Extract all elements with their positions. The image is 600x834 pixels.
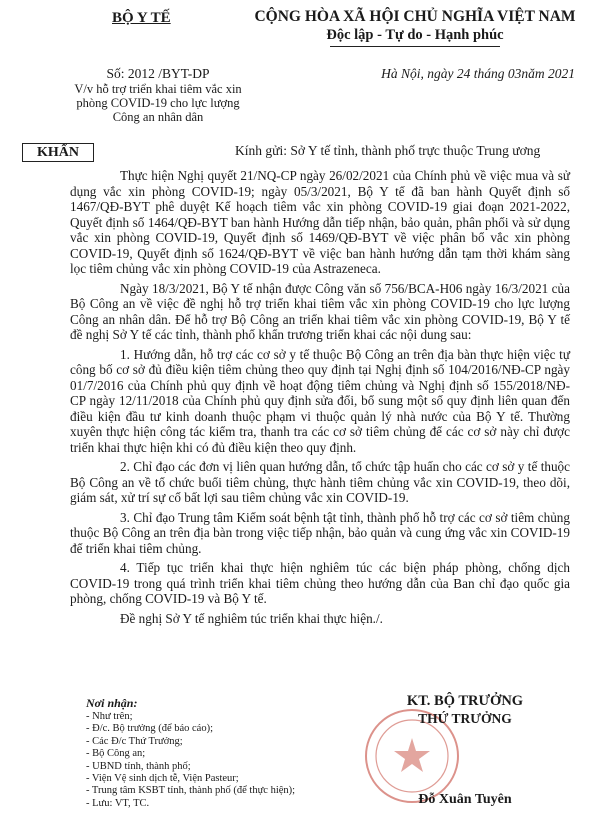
recipient-item: - UBND tỉnh, thành phố; [86,760,191,772]
signature-title: KT. BỘ TRƯỞNG [406,693,524,709]
signature-subtitle: THỨ TRƯỞNG [418,711,512,726]
paragraph: Ngày 18/3/2021, Bộ Y tế nhận được Công văn số 756/BCA-H06 ngày 16/3/2021 của Bộ Công an về việc đề nghị hỗ trợ triển khai tiêm vắc xin phòng COVID-19 cho lực lượng Công an nhân dân. Để hỗ trợ Bộ Công an triển khai tiêm vắc xin phòng COVID-19, Bộ Y tế đề nghị Sở Y tế các tỉnh, thành phố khẩn trương triển khai các nội dung sau: [70,280,570,342]
recipient-item: - Lưu: VT, TC. [86,797,150,809]
document-number: Số: 2012 /BYT-DP [106,66,210,81]
recipient-item: - Viện Vệ sinh dịch tễ, Viện Pasteur; [86,773,239,785]
summary-line: Công an nhân dân [112,110,204,124]
recipient-line: Kính gửi: Sở Y tế tỉnh, thành phố trực thuộc Trung ương [235,143,541,158]
motto: Độc lập - Tự do - Hạnh phúc [326,27,504,43]
recipients-title: Nơi nhận: [86,696,138,710]
signer-name: Đỗ Xuân Tuyên [418,792,512,807]
document-summary [58,82,258,124]
dateline: Hà Nội, ngày 24 tháng 03năm 2021 [381,66,575,81]
summary-line: V/v hỗ trợ triển khai tiêm vắc xin [74,82,242,96]
paragraph: 1. Hướng dẫn, hỗ trợ các cơ sở y tế thuộc Bộ Công an trên địa bàn thực hiện việc tự công bố cơ sở đủ điều kiện tiêm chủng theo quy định tại Nghị định số 104/2016/NĐ-CP ngày 01/7/2016 của Chính phủ quy định về hoạt động tiêm chủng và Nghị định số 155/2018/NĐ-CP ngày 12/11/2018 của Chính phủ quy định sửa đổi, bổ sung một số quy định liên quan đến điều kiện đầu tư kinh doanh thuộc phạm vi thuộc quản lý nhà nước của Bộ Y tế. Thường xuyên thực hiện công tác kiểm tra, thanh tra các cơ sở tiêm chủng để các cơ sở này chỉ được triển khai thực hiện khi có đủ điều kiện theo quy định. [70,346,570,455]
document-body [70,168,570,630]
recipient-item: - Các Đ/c Thứ Trưởng; [86,735,183,747]
paragraph: 3. Chỉ đạo Trung tâm Kiểm soát bệnh tật tỉnh, thành phố hỗ trợ các cơ sở tiêm chủng thuộc Bộ Công an trên địa bàn trong việc tiếp nhận, bảo quản và cung ứng vắc xin COVID-19 để triển khai tiêm chủng. [70,509,570,556]
urgent-badge: KHẨN [22,143,94,162]
paragraph: 4. Tiếp tục triển khai thực hiện nghiêm túc các biện pháp phòng, chống dịch COVID-19 trong quá trình triển khai tiêm chủng theo hướng dẫn của Ban chỉ đạo quốc gia phòng, chống COVID-19 và Bộ Y tế. [70,560,570,606]
summary-line: phòng COVID-19 cho lực lượng [76,96,240,110]
nation-title: CỘNG HÒA XÃ HỘI CHỦ NGHĨA VIỆT NAM [254,8,576,25]
recipient-item: - Như trên; [86,711,133,722]
motto-underline [330,46,500,47]
recipient-item: - Trung tâm KSBT tỉnh, thành phố (để thực hiện); [86,785,296,797]
ministry-name: BỘ Y TẾ [112,10,171,26]
paragraph: Đề nghị Sở Y tế nghiêm túc triển khai thực hiện./. [120,610,383,626]
recipients-list [86,711,295,810]
recipient-item: - Đ/c. Bộ trưởng (để báo cáo); [86,723,213,735]
recipient-item: - Bộ Công an; [86,748,146,760]
paragraph: Thực hiện Nghị quyết 21/NQ-CP ngày 26/02/2021 của Chính phủ về việc mua và sử dụng vắc xin phòng COVID-19; ngày 05/3/2021, Bộ Y tế đã ban hành Quyết định số 1467/QĐ-BYT phê duyệt Kế hoạch tiêm vắc xin phòng COVID-19 giai đoạn 2021-2022, Quyết định số 1464/QĐ-BYT ban hành Hướng dẫn tiếp nhận, bảo quản, phân phối và sử dụng vắc xin phòng COVID-19, Quyết định số 1469/QĐ-BYT về việc phân bổ vắc xin phòng COVID-19, Quyết định số 1624/QĐ-BYT về việc ban hành hướng dẫn tạm thời khám sàng lọc tiêm chủng vắc xin phòng COVID-19 của Astrazeneca. [70,168,570,276]
paragraph: 2. Chỉ đạo các đơn vị liên quan hướng dẫn, tổ chức tập huấn cho các cơ sở y tế thuộc Bộ Công an về tổ chức buổi tiêm chủng, thực hành tiêm chủng vắc xin COVID-19, theo dõi, giám sát, xử trí sự cố bất lợi sau tiêm chủng vắc xin COVID-19. [70,459,570,505]
